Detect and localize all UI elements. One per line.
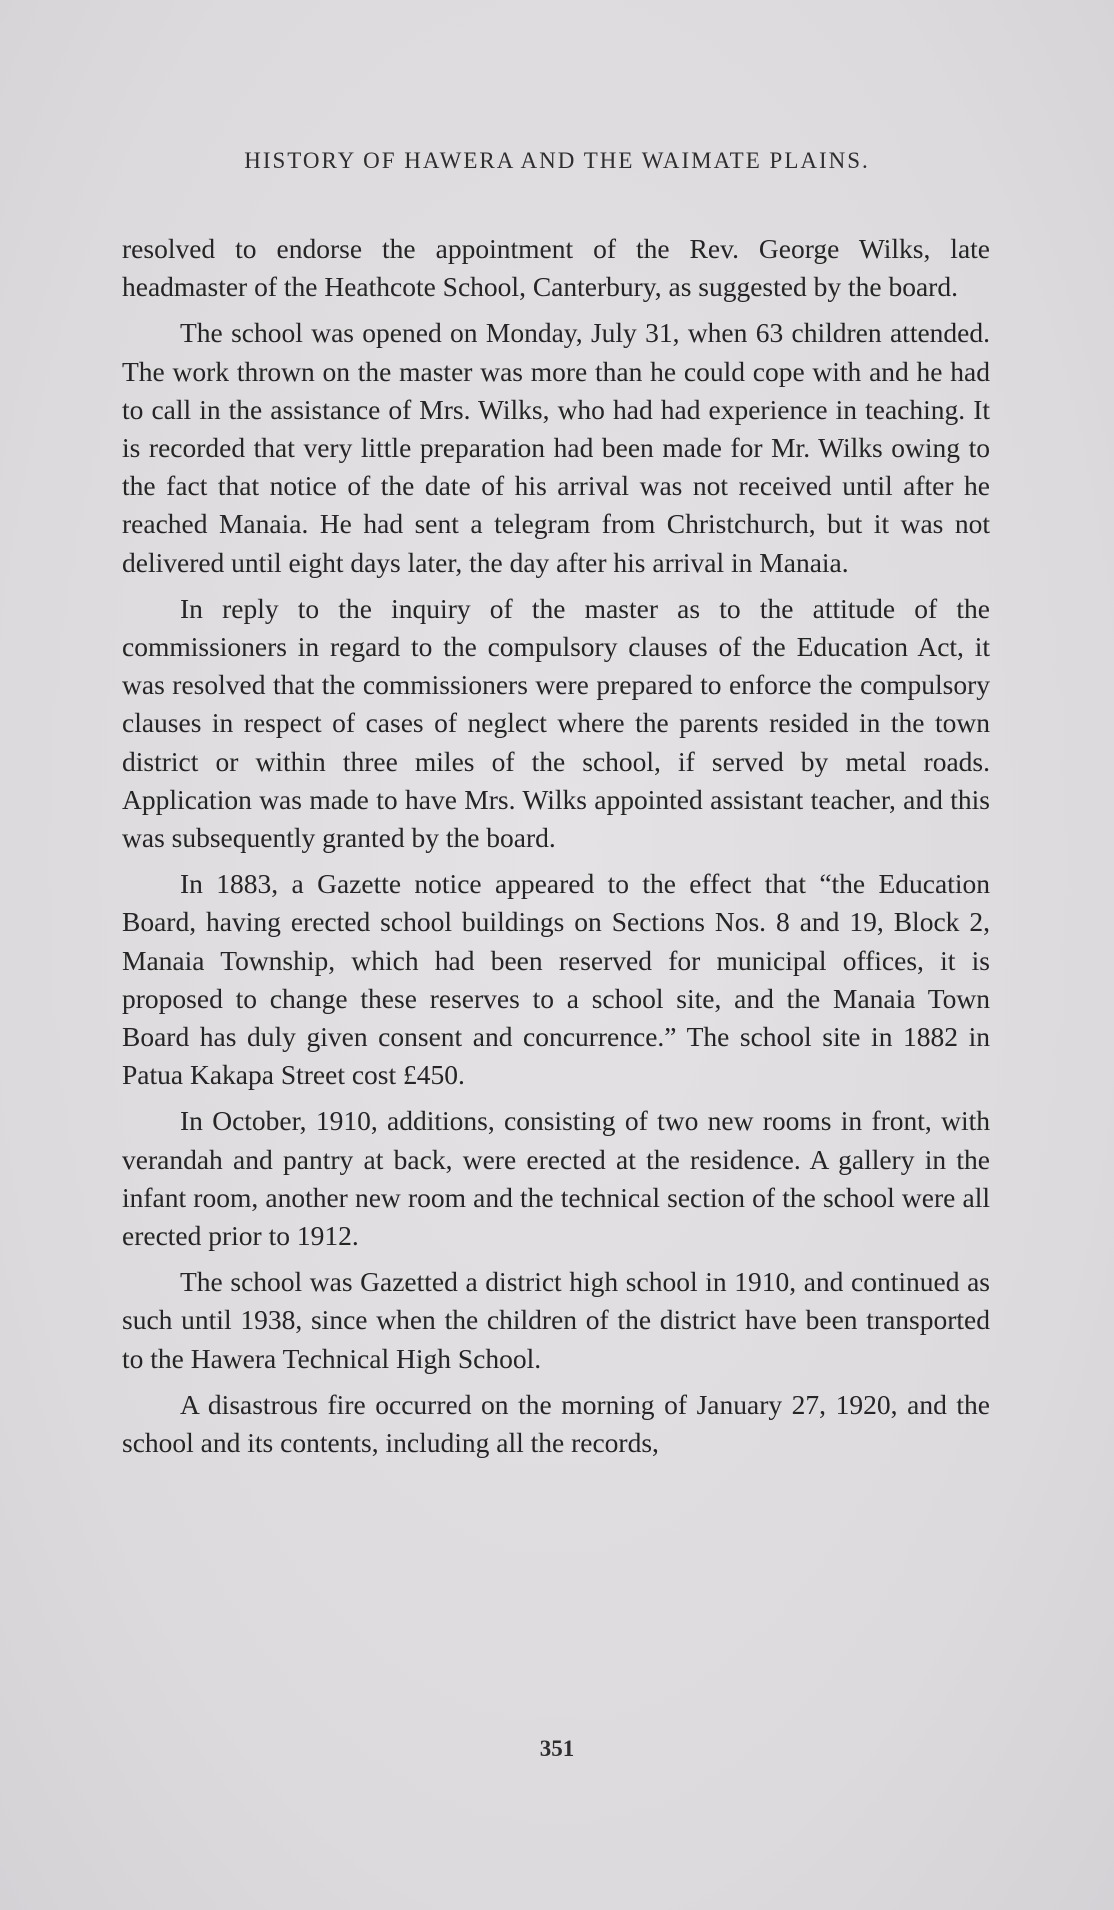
running-head: HISTORY OF HAWERA AND THE WAIMATE PLAINS.: [244, 148, 870, 173]
paragraph-continuation: resolved to endorse the appointment of the Rev. George Wilks, late headmaster of the Heathcote School, Canterbury, as suggested by the board.: [122, 233, 990, 303]
paragraph-fire-1920: A disastrous fire occurred on the morning of January 27, 1920, and the school and its contents, including all the records,: [122, 1388, 990, 1459]
body-text: [122, 230, 990, 1470]
paragraph-school-opened: The school was opened on Monday, July 31, when 63 children attended. The work thrown on the master was more than he could cope with and he had to call in the assistance of Mrs. Wilks, who had had experience in teaching. It is recorded that very little preparation had been made for Mr. Wilks owing to the fact that notice of the date of his arrival was not received until after he reached Manaia. He had sent a telegram from Christchurch, but it was not delivered until eight days later, the day after his arrival in Manaia.: [122, 317, 990, 578]
paragraph-compulsory-clauses: In reply to the inquiry of the master as to the attitude of the commissioners in regard to the compulsory clauses of the Education Act, it was resolved that the commissioners were prepared to enforce the compulsory clauses in respect of cases of neglect where the parents resided in the town district or within three miles of the school, if served by metal roads. Application was made to have Mrs. Wilks appointed assistant teacher, and this was subsequently granted by the board.: [122, 592, 990, 854]
paragraph-gazette-notice: In 1883, a Gazette notice appeared to the effect that “the Education Board, having erected school buildings on Sections Nos. 8 and 19, Block 2, Manaia Township, which had been reserved for municipal offices, it is proposed to change these reserves to a school site, and the Manaia Town Board has duly given consent and concurrence.” The school site in 1882 in Patua Kakapa Street cost £450.: [122, 868, 990, 1091]
paragraph-district-high-school: The school was Gazetted a district high school in 1910, and continued as such until 1938, since when the children of the district have been transported to the Hawera Technical High School.: [122, 1266, 990, 1374]
page-number: 351: [539, 1736, 575, 1761]
paragraph-additions-1910: In October, 1910, additions, consisting of two new rooms in front, with verandah and pantry at back, were erected at the residence. A gallery in the infant room, another new room and the technical section of the school were all erected prior to 1912.: [122, 1105, 990, 1252]
